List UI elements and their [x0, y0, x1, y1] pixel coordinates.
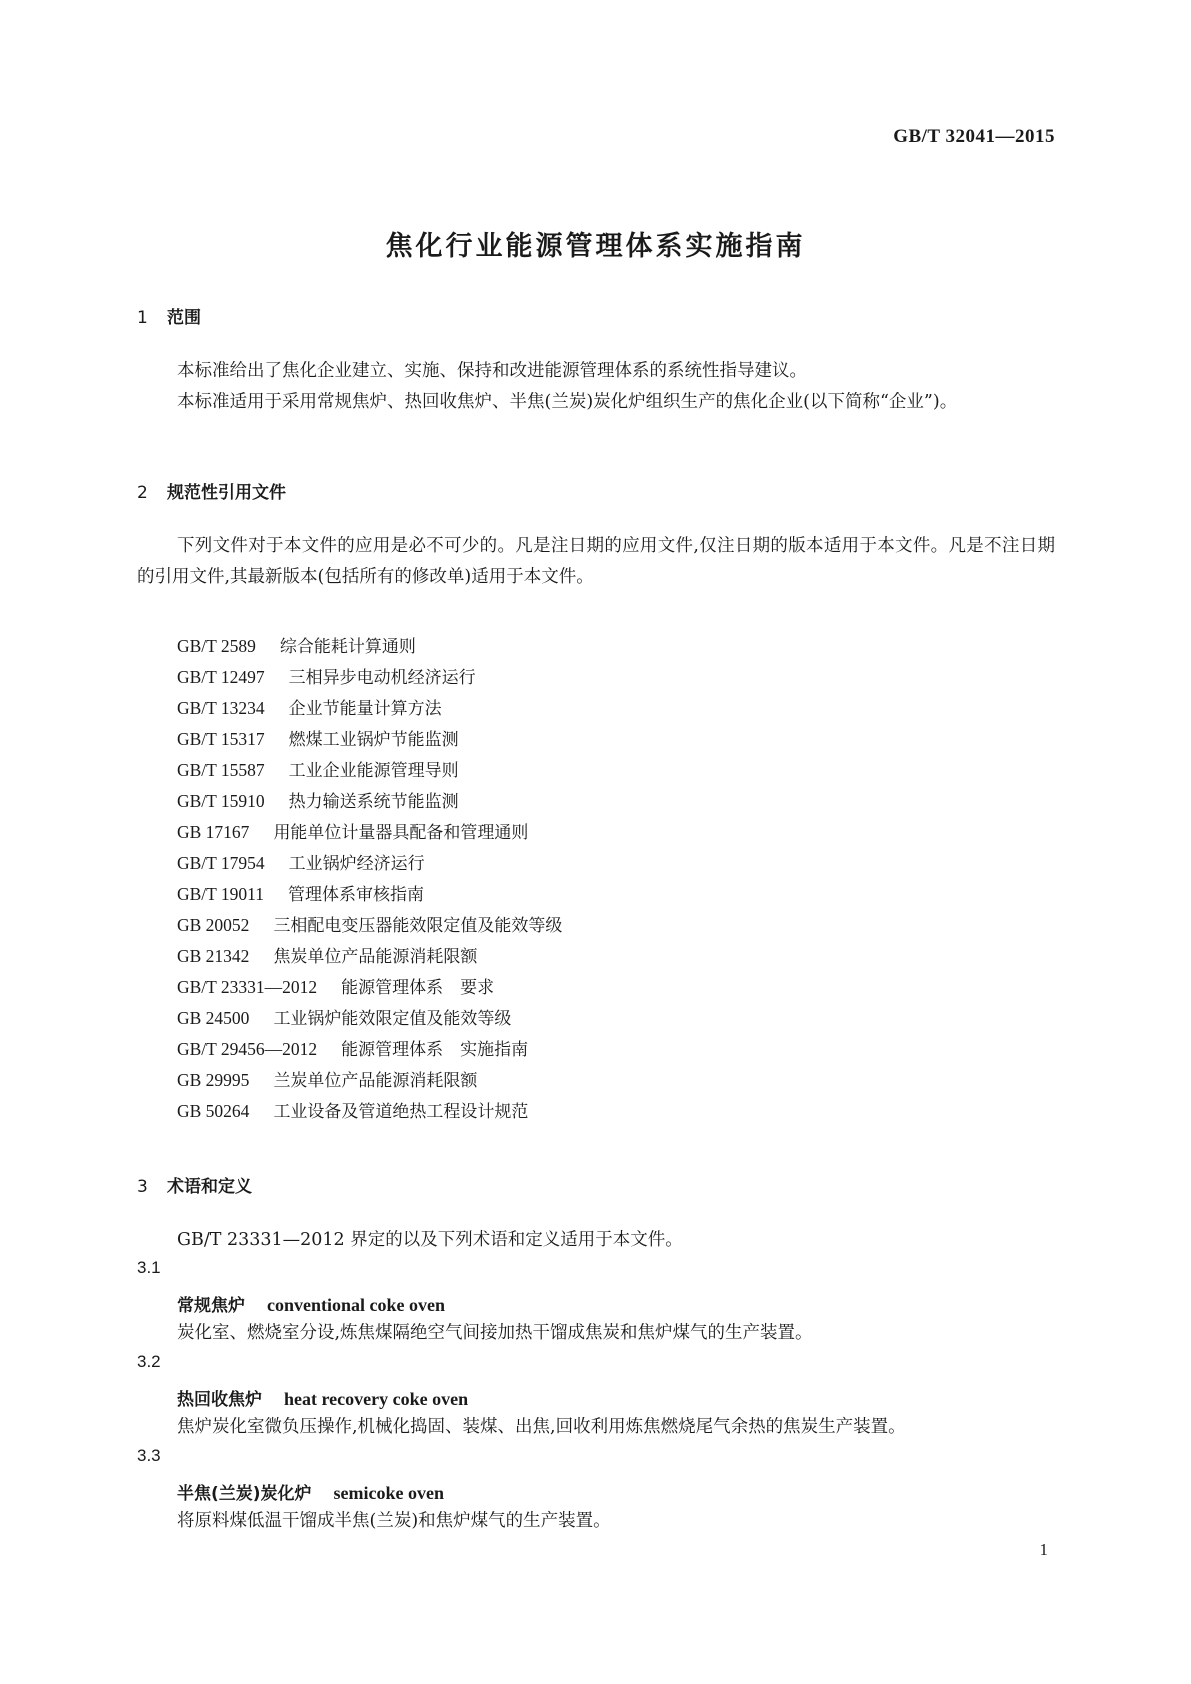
- list-item: [177, 662, 562, 693]
- reference-title: 兰炭单位产品能源消耗限额: [273, 1071, 478, 1091]
- term-definition: 将原料煤低温干馏成半焦(兰炭)和焦炉煤气的生产装置。: [177, 1511, 611, 1531]
- term-name-zh: 半焦(兰炭)炭化炉: [177, 1484, 312, 1504]
- reference-title: 工业企业能源管理导则: [288, 761, 459, 781]
- terms-intro: GB/T 23331—2012 界定的以及下列术语和定义适用于本文件。: [177, 1230, 683, 1250]
- reference-code: GB/T 19011: [177, 884, 265, 904]
- reference-code: GB 24500: [177, 1008, 250, 1028]
- reference-title: 企业节能量计算方法: [288, 699, 442, 719]
- reference-code: GB/T 2589: [177, 636, 256, 656]
- reference-title: 燃煤工业锅炉节能监测: [288, 730, 459, 750]
- section-number: 3: [137, 1177, 148, 1197]
- reference-code: GB 29995: [177, 1070, 250, 1090]
- term-name: [177, 1479, 444, 1504]
- reference-code: GB/T 17954: [177, 853, 265, 873]
- list-item: [177, 693, 562, 724]
- list-item: [177, 910, 562, 941]
- section-heading-terms-definitions: [137, 1172, 252, 1197]
- section-title: 范围: [167, 308, 201, 328]
- reference-code: GB/T 29456—2012: [177, 1039, 318, 1059]
- paragraph: 本标准给出了焦化企业建立、实施、保持和改进能源管理体系的系统性指导建议。: [177, 361, 807, 381]
- list-item: [177, 724, 562, 755]
- reference-title: 用能单位计量器具配备和管理通则: [273, 823, 529, 843]
- list-item: [177, 755, 562, 786]
- paragraph: 下列文件对于本文件的应用是必不可少的。凡是注日期的应用文件,仅注日期的版本适用于本文件。凡是不注日期的引用文件,其最新版本(包括所有的修改单)适用于本文件。: [137, 536, 1055, 587]
- list-item: [177, 631, 562, 662]
- section-title: 术语和定义: [167, 1177, 252, 1197]
- reference-title: 管理体系审核指南: [288, 885, 425, 905]
- section-heading-normative-references: [137, 478, 286, 503]
- term-name-en: semicoke oven: [333, 1483, 445, 1503]
- reference-title: 能源管理体系 实施指南: [341, 1040, 529, 1060]
- reference-code: GB/T 15910: [177, 791, 265, 811]
- page-number: 1: [1039, 1540, 1048, 1559]
- reference-code: GB 50264: [177, 1101, 250, 1121]
- reference-title: 能源管理体系 要求: [341, 978, 495, 998]
- term-definition: 焦炉炭化室微负压操作,机械化捣固、装煤、出焦,回收利用炼焦燃烧尾气余热的焦炭生产装置。: [177, 1417, 906, 1437]
- list-item: [177, 786, 562, 817]
- reference-code: GB/T 23331—2012: [177, 977, 318, 997]
- reference-code: GB/T 15317: [177, 729, 265, 749]
- term-name-en: conventional coke oven: [267, 1295, 445, 1315]
- reference-code: GB/T 13234: [177, 698, 265, 718]
- reference-title: 综合能耗计算通则: [279, 637, 416, 657]
- list-item: [177, 848, 562, 879]
- term-name-zh: 常规焦炉: [177, 1296, 245, 1316]
- reference-code: GB/T 12497: [177, 667, 265, 687]
- section-number: 1: [137, 308, 148, 328]
- list-item: [177, 879, 562, 910]
- term-name: [177, 1385, 468, 1410]
- reference-title: 工业锅炉能效限定值及能效等级: [273, 1009, 512, 1029]
- reference-title: 工业设备及管道绝热工程设计规范: [273, 1102, 529, 1122]
- term-number: 3.3: [137, 1446, 161, 1465]
- term-name-en: heat recovery coke oven: [284, 1389, 469, 1409]
- reference-code: GB 20052: [177, 915, 250, 935]
- list-item: [177, 1065, 562, 1096]
- term-number: 3.2: [137, 1352, 161, 1371]
- reference-code: GB 21342: [177, 946, 250, 966]
- reference-title: 焦炭单位产品能源消耗限额: [273, 947, 478, 967]
- reference-list: [177, 631, 562, 1127]
- paragraph: 本标准适用于采用常规焦炉、热回收焦炉、半焦(兰炭)炭化炉组织生产的焦化企业(以下简称“企业”)。: [177, 392, 958, 412]
- section-title: 规范性引用文件: [167, 483, 286, 503]
- term-name-zh: 热回收焦炉: [177, 1390, 262, 1410]
- term-number: 3.1: [137, 1258, 161, 1277]
- term-name: [177, 1291, 445, 1316]
- list-item: [177, 1003, 562, 1034]
- list-item: [177, 972, 562, 1003]
- reference-title: 三相配电变压器能效限定值及能效等级: [273, 916, 563, 936]
- reference-title: 热力输送系统节能监测: [288, 792, 459, 812]
- document-title: 焦化行业能源管理体系实施指南: [385, 231, 806, 262]
- section-heading-scope: [137, 303, 201, 328]
- reference-code: GB 17167: [177, 822, 250, 842]
- reference-title: 工业锅炉经济运行: [288, 854, 425, 874]
- term-definition: 炭化室、燃烧室分设,炼焦煤隔绝空气间接加热干馏成焦炭和焦炉煤气的生产装置。: [177, 1323, 813, 1343]
- section-number: 2: [137, 483, 148, 503]
- list-item: [177, 817, 562, 848]
- reference-code: GB/T 15587: [177, 760, 265, 780]
- standard-number: GB/T 32041—2015: [893, 126, 1055, 147]
- list-item: [177, 941, 562, 972]
- list-item: [177, 1034, 562, 1065]
- list-item: [177, 1096, 562, 1127]
- reference-title: 三相异步电动机经济运行: [288, 668, 476, 688]
